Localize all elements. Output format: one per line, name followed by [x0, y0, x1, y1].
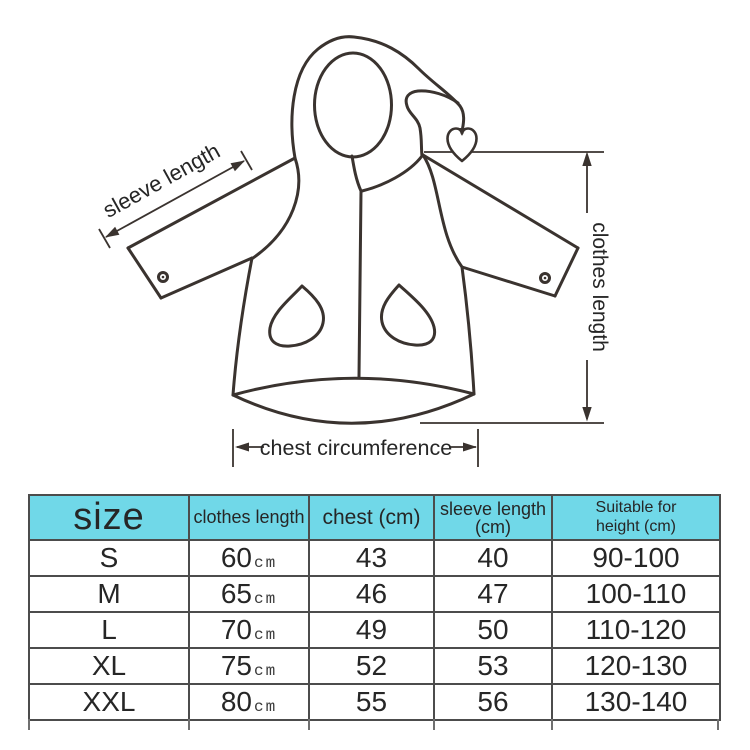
cell-chest: 52 [309, 648, 434, 684]
cell-clothes-length: 65 cm [189, 576, 309, 612]
sleeve-length-label: sleeve length [98, 138, 225, 223]
table-column-line-stub [551, 719, 553, 730]
sleeve-length-arrow-left [105, 227, 119, 238]
chest-arrow-left [235, 443, 249, 452]
hood-collar [362, 156, 422, 191]
left-armhole [253, 158, 299, 258]
unit-label: cm [253, 554, 278, 572]
cell-sleeve: 47 [434, 576, 552, 612]
left-cuff-edge [128, 248, 161, 298]
sleeve-length-tick-left [99, 229, 110, 248]
cell-sleeve: 40 [434, 540, 552, 576]
chest-arrow-right [463, 443, 477, 452]
cell-height-range: 120-130 [552, 648, 720, 684]
table-row-xl [29, 648, 720, 684]
header-suitable-line1: Suitable for [595, 498, 677, 516]
sleeve-length-arrow-right [231, 161, 246, 172]
cell-chest: 43 [309, 540, 434, 576]
table-header-row [29, 495, 720, 540]
table-column-line-stub [28, 719, 30, 730]
chest-circumference-label: chest circumference [259, 436, 453, 460]
body-left-edge [233, 258, 252, 395]
unit-label: cm [253, 626, 278, 644]
collar-front [352, 156, 361, 191]
cell-chest: 49 [309, 612, 434, 648]
sleeve-length-tick-right [241, 151, 252, 170]
zipper-line [359, 191, 361, 377]
cell-height-range: 90-100 [552, 540, 720, 576]
hem-upper-arc [233, 378, 474, 395]
body-right-edge [462, 267, 474, 394]
right-cuff-edge [555, 248, 578, 296]
table-row-s [29, 540, 720, 576]
cell-clothes-length: 60 cm [189, 540, 309, 576]
unit-label: cm [253, 698, 278, 716]
cell-clothes-length: 80 cm [189, 684, 309, 720]
right-pocket [381, 285, 434, 345]
header-size: size [29, 495, 189, 540]
left-sleeve-underside [161, 258, 252, 298]
table-row-xxl [29, 684, 720, 720]
hood-outline [292, 37, 464, 158]
size-table [28, 494, 721, 721]
header-sleeve-length [434, 495, 552, 540]
left-pocket [270, 286, 324, 346]
clothes-length-arrow-up [582, 152, 591, 167]
cell-size: S [29, 540, 189, 576]
cell-size: XXL [29, 684, 189, 720]
header-chest: chest (cm) [309, 495, 434, 540]
right-armhole [423, 155, 462, 267]
header-sleeve-line1: sleeve length [439, 498, 547, 519]
header-clothes-length: clothes length [189, 495, 309, 540]
cell-size: XL [29, 648, 189, 684]
left-cuff-button-dot [162, 276, 165, 279]
table-row-l [29, 612, 720, 648]
hem-lower-arc [233, 394, 474, 423]
header-sleeve-line2: (cm) [475, 516, 511, 537]
table-row-m [29, 576, 720, 612]
clothes-length-arrow-down [582, 407, 591, 422]
cell-height-range: 110-120 [552, 612, 720, 648]
cell-height-range: 100-110 [552, 576, 720, 612]
cell-clothes-length: 75 cm [189, 648, 309, 684]
table-column-line-stub [717, 719, 719, 730]
cell-sleeve: 56 [434, 684, 552, 720]
table-column-line-stub [308, 719, 310, 730]
cell-sleeve: 53 [434, 648, 552, 684]
unit-label: cm [253, 590, 278, 608]
cell-clothes-length: 70 cm [189, 612, 309, 648]
cell-size: M [29, 576, 189, 612]
unit-label: cm [253, 662, 278, 680]
cell-size: L [29, 612, 189, 648]
table-column-line-stub [188, 719, 190, 730]
clothes-length-label: clothes length [588, 222, 611, 352]
right-cuff-button-dot [544, 277, 547, 280]
face-opening [315, 53, 392, 157]
cell-chest: 46 [309, 576, 434, 612]
cell-sleeve: 50 [434, 612, 552, 648]
cell-chest: 55 [309, 684, 434, 720]
cell-height-range: 130-140 [552, 684, 720, 720]
header-suitable-line2: height (cm) [595, 517, 677, 535]
header-suitable-height [552, 495, 720, 540]
table-column-line-stub [433, 719, 435, 730]
